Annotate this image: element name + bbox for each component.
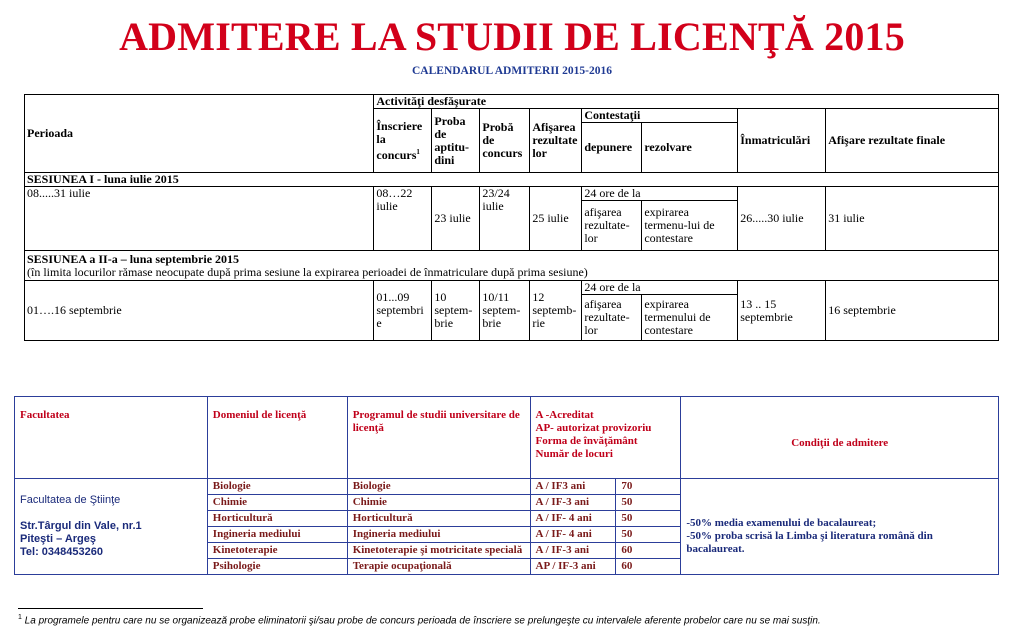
header-rezultate-finale: Afişare rezultate finale xyxy=(826,109,999,173)
header-program: Programul de studii universitare de licenţă xyxy=(347,397,530,479)
s2-perioada: 01….16 septembrie xyxy=(25,281,374,341)
row-program: Horticultură xyxy=(347,511,530,527)
header-proba-concurs: Probă de concurs xyxy=(480,109,530,173)
header-inscriere: Înscriere la concurs$^1$ xyxy=(374,109,432,173)
row-locuri: 50 xyxy=(616,511,681,527)
row-forma: AP / IF-3 ani xyxy=(530,559,616,575)
row-domeniu: Chimie xyxy=(207,495,347,511)
row-domeniu: Horticultură xyxy=(207,511,347,527)
session-2-header xyxy=(25,251,999,281)
s2-proba-aptitudini: 10 septem-brie xyxy=(432,281,480,341)
row-forma: A / IF3 ani xyxy=(530,479,616,495)
row-domeniu: Psihologie xyxy=(207,559,347,575)
header-perioada: Perioada xyxy=(25,95,374,173)
s1-proba-aptitudini: 23 iulie xyxy=(432,187,480,251)
s2-rezolvare: expirarea termenului de contestare xyxy=(642,295,738,341)
s1-inmatriculari: 26.....30 iulie xyxy=(738,187,826,251)
row-program: Kinetoterapie şi motricitate specială xyxy=(347,543,530,559)
s2-inmatriculari: 13 .. 15 septembrie xyxy=(738,281,826,341)
row-program: Ingineria mediului xyxy=(347,527,530,543)
page-title: ADMITERE LA STUDII DE LICENŢĂ 2015 xyxy=(119,14,905,59)
header-conditii: Condiţii de admitere xyxy=(681,397,999,479)
s1-rezultate-finale: 31 iulie xyxy=(826,187,999,251)
header-proba-aptitudini: Proba de aptitu-dini xyxy=(432,109,480,173)
header-acreditare: A -Acreditat AP- autorizat provizoriu Forma de învăţământ Număr de locuri xyxy=(530,397,681,479)
faculty-name: Facultatea de Ştiinţe xyxy=(20,494,121,506)
row-domeniu: Kinetoterapie xyxy=(207,543,347,559)
s1-depunere: afişarea rezultate-lor xyxy=(582,201,642,251)
row-forma: A / IF- 4 ani xyxy=(530,511,616,527)
row-locuri: 50 xyxy=(616,495,681,511)
session-1-title: SESIUNEA I - luna iulie 2015 xyxy=(25,173,999,187)
row-forma: A / IF-3 ani xyxy=(530,495,616,511)
faculty-city: Piteşti – Argeş xyxy=(20,533,97,545)
header-contestatii: Contestaţii xyxy=(582,109,738,123)
faculty-info xyxy=(15,479,208,575)
row-program: Terapie ocupaţională xyxy=(347,559,530,575)
footnote-text: La programele pentru care nu se organizează probe eliminatorii şi/sau probe de concurs perioada de înscriere se prelungeşte cu intervalele aferente probelor care nu se mai susţin. xyxy=(21,615,821,627)
s2-depunere-top: 24 ore de la xyxy=(582,281,738,295)
row-program: Biologie xyxy=(347,479,530,495)
header-facultatea: Facultatea xyxy=(15,397,208,479)
s1-inscriere: 08…22 iulie xyxy=(374,187,432,251)
faculty-address: Str.Târgul din Vale, nr.1 xyxy=(20,520,142,532)
header-domeniu: Domeniul de licenţă xyxy=(207,397,347,479)
s2-depunere: afişarea rezultate-lor xyxy=(582,295,642,341)
admission-conditions xyxy=(681,479,999,575)
s2-rezultate-finale: 16 septembrie xyxy=(826,281,999,341)
s1-rezolvare: expirarea termenu-lui de contestare xyxy=(642,201,738,251)
s1-afisare: 25 iulie xyxy=(530,187,582,251)
session-2-title: SESIUNEA a II-a – luna septembrie 2015 xyxy=(27,251,240,266)
s2-inscriere: 01...09 septembri e xyxy=(374,281,432,341)
s1-proba-concurs: 23/24 iulie xyxy=(480,187,530,251)
faculty-phone: Tel: 0348453260 xyxy=(20,546,103,558)
row-program: Chimie xyxy=(347,495,530,511)
faculty-programs-table xyxy=(14,396,999,575)
session-2-note: (în limita locurilor rămase neocupate după prima sesiune la expirarea perioadei de înmatriculare după prima sesiune) xyxy=(27,264,588,279)
s2-proba-concurs: 10/11 septem-brie xyxy=(480,281,530,341)
header-inmatriculari: Înmatriculări xyxy=(738,109,826,173)
s1-depunere-top: 24 ore de la xyxy=(582,187,738,201)
footnote xyxy=(18,614,821,626)
row-domeniu: Ingineria mediului xyxy=(207,527,347,543)
row-locuri: 60 xyxy=(616,559,681,575)
page-subtitle: CALENDARUL ADMITERII 2015-2016 xyxy=(412,65,612,77)
condition-romanian-exam: -50% proba scrisă la Limba şi literatura română din bacalaureat. xyxy=(686,529,933,555)
row-locuri: 60 xyxy=(616,543,681,559)
footnote-divider xyxy=(18,608,203,609)
row-forma: A / IF-3 ani xyxy=(530,543,616,559)
header-activitati: Activităţi desfăşurate xyxy=(374,95,999,109)
header-depunere: depunere xyxy=(582,123,642,173)
s2-afisare: 12 septemb-rie xyxy=(530,281,582,341)
row-locuri: 70 xyxy=(616,479,681,495)
row-forma: A / IF- 4 ani xyxy=(530,527,616,543)
row-domeniu: Biologie xyxy=(207,479,347,495)
condition-bac-average: -50% media examenului de bacalaureat; xyxy=(686,516,877,529)
s1-perioada: 08.....31 iulie xyxy=(25,187,374,251)
footnote-marker: 1 xyxy=(18,614,22,621)
header-afisare: Afişarea rezultate lor xyxy=(530,109,582,173)
admission-calendar-table xyxy=(24,94,999,341)
row-locuri: 50 xyxy=(616,527,681,543)
header-rezolvare: rezolvare xyxy=(642,123,738,173)
